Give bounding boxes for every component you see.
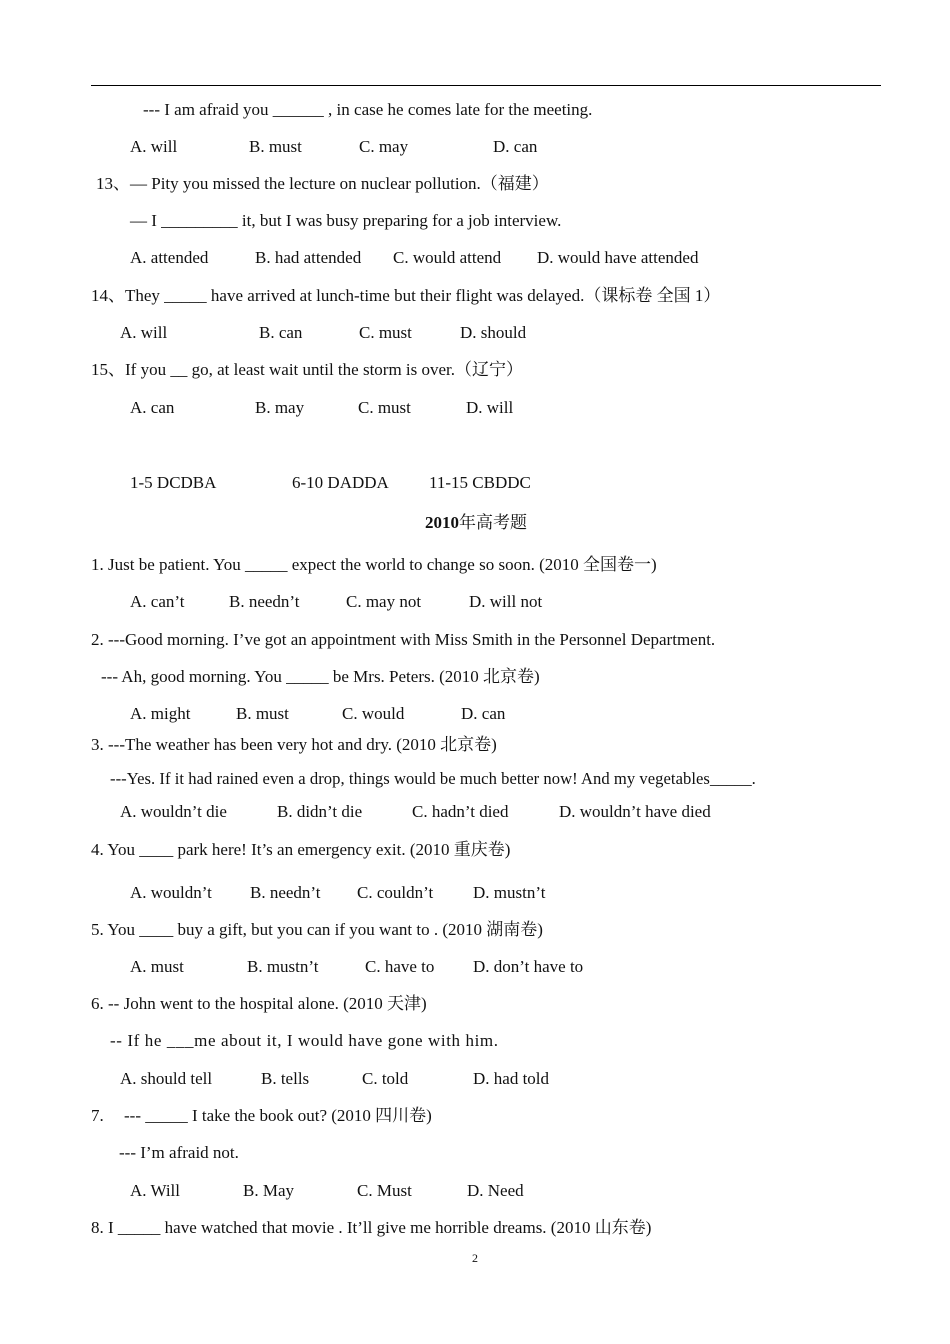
header-rule	[91, 85, 881, 86]
p3-option-c: C. hadn’t died	[412, 802, 509, 821]
p6-option-b: B. tells	[261, 1069, 310, 1088]
q15-option-d: D. will	[466, 398, 514, 417]
q12-option-c: C. may	[359, 137, 409, 156]
p5-option-b: B. mustn’t	[247, 957, 319, 976]
q12-option-b: B. must	[249, 137, 302, 156]
q13-option-a: A. attended	[130, 248, 209, 267]
q12-line: --- I am afraid you ______ , in case he comes late for the meeting.	[143, 100, 593, 119]
section-title-year: 2010	[425, 513, 459, 532]
q15-line: 15、If you __ go, at least wait until the storm is over.（辽宁）	[91, 360, 524, 379]
q15-option-b: B. may	[255, 398, 305, 417]
p2-option-d: D. can	[461, 704, 506, 723]
p4-option-a: A. wouldn’t	[130, 883, 212, 902]
q13-line1: 13、— Pity you missed the lecture on nuclear pollution.（福建）	[96, 174, 549, 193]
p4-line: 4. You ____ park here! It’s an emergency exit. (2010 重庆卷)	[91, 840, 511, 859]
q12-option-a: A. will	[130, 137, 178, 156]
q14-option-d: D. should	[460, 323, 527, 342]
q14-option-a: A. will	[120, 323, 168, 342]
q14-option-b: B. can	[259, 323, 303, 342]
section-title-text: 年高考题	[459, 513, 527, 532]
p5-option-c: C. have to	[365, 957, 435, 976]
p2-option-c: C. would	[342, 704, 405, 723]
q14-line: 14、They _____ have arrived at lunch-time but their flight was delayed.（课标卷 全国 1）	[91, 286, 721, 305]
p7-number: 7.	[91, 1106, 104, 1125]
q15-option-a: A. can	[130, 398, 175, 417]
p7-line2: --- I’m afraid not.	[119, 1143, 239, 1162]
p1-option-a: A. can’t	[130, 592, 185, 611]
p3-line2: ---Yes. If it had rained even a drop, things would be much better now! And my vegetables_____.	[110, 769, 756, 788]
answer-key-6-10: 6-10 DADDA	[292, 473, 389, 492]
p8-line: 8. I _____ have watched that movie . It’ll give me horrible dreams. (2010 山东卷)	[91, 1218, 652, 1237]
p1-option-c: C. may not	[346, 592, 422, 611]
p2-line1: 2. ---Good morning. I’ve got an appointment with Miss Smith in the Personnel Department.	[91, 630, 716, 649]
p6-option-a: A. should tell	[120, 1069, 213, 1088]
p7-line1: --- _____ I take the book out? (2010 四川卷)	[124, 1106, 432, 1125]
q13-option-c: C. would attend	[393, 248, 502, 267]
p1-option-b: B. needn’t	[229, 592, 300, 611]
q13-option-b: B. had attended	[255, 248, 362, 267]
p2-option-a: A. might	[130, 704, 191, 723]
p7-option-b: B. May	[243, 1181, 294, 1200]
p4-option-c: C. couldn’t	[357, 883, 434, 902]
q13-option-d: D. would have attended	[537, 248, 699, 267]
p5-option-d: D. don’t have to	[473, 957, 584, 976]
p7-option-d: D. Need	[467, 1181, 524, 1200]
p2-line2: --- Ah, good morning. You _____ be Mrs. Peters. (2010 北京卷)	[101, 667, 540, 686]
p7-option-a: A. Will	[130, 1181, 181, 1200]
p3-option-a: A. wouldn’t die	[120, 802, 227, 821]
q13-line2: — I _________ it, but I was busy preparing for a job interview.	[130, 211, 562, 230]
p5-line: 5. You ____ buy a gift, but you can if you want to . (2010 湖南卷)	[91, 920, 543, 939]
section-title	[425, 513, 527, 533]
p6-option-c: C. told	[362, 1069, 409, 1088]
p6-line1: 6. -- John went to the hospital alone. (2010 天津)	[91, 994, 427, 1013]
p2-option-b: B. must	[236, 704, 289, 723]
answer-key-1-5: 1-5 DCDBA	[130, 473, 217, 492]
p6-line2: -- If he ___me about it, I would have gone with him.	[110, 1031, 499, 1050]
p6-option-d: D. had told	[473, 1069, 550, 1088]
page-number: 2	[472, 1251, 478, 1265]
p7-option-c: C. Must	[357, 1181, 412, 1200]
p3-option-b: B. didn’t die	[277, 802, 363, 821]
p3-option-d: D. wouldn’t have died	[559, 802, 711, 821]
p1-line: 1. Just be patient. You _____ expect the world to change so soon. (2010 全国卷一)	[91, 555, 657, 574]
p1-option-d: D. will not	[469, 592, 543, 611]
answer-key-11-15: 11-15 CBDDC	[429, 473, 531, 492]
q14-option-c: C. must	[359, 323, 412, 342]
q12-option-d: D. can	[493, 137, 538, 156]
p3-line1: 3. ---The weather has been very hot and dry. (2010 北京卷)	[91, 735, 497, 754]
p5-option-a: A. must	[130, 957, 184, 976]
q15-option-c: C. must	[358, 398, 411, 417]
p4-option-d: D. mustn’t	[473, 883, 546, 902]
p4-option-b: B. needn’t	[250, 883, 321, 902]
